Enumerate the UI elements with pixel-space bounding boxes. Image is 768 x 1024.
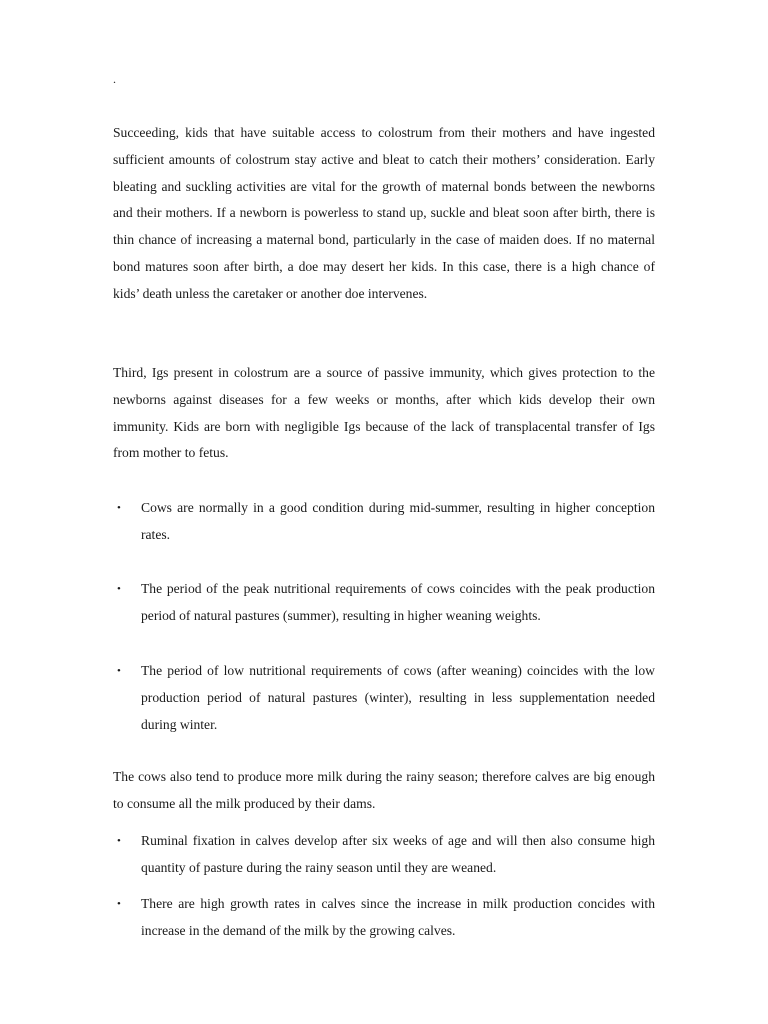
paragraph-rainy-season-milk: The cows also tend to produce more milk during the rainy season; therefore calves are big enough to consume all the milk produced by their dams. xyxy=(113,769,655,811)
list-item-text: The period of low nutritional requirements of cows (after weaning) coincides with the low production period of natural pastures (winter), resulting in less supplementation needed during winter. xyxy=(141,663,655,732)
list-item xyxy=(113,576,655,630)
list-item-text: Cows are normally in a good condition during mid-summer, resulting in higher conception rates. xyxy=(141,500,655,542)
list-item-text: There are high growth rates in calves since the increase in milk production concides with increase in the demand of the milk by the growing calves. xyxy=(141,896,655,938)
list-item xyxy=(113,828,655,882)
paragraph-colostrum-bonding: Succeeding, kids that have suitable access to colostrum from their mothers and have ingested sufficient amounts of colostrum stay active and bleat to catch their mothers’ consideration. Early bleating and suckling activities are vital for the growth of maternal bonds between the newborns and their mothers. If a newborn is powerless to stand up, suckle and bleat soon after birth, there is thin chance of increasing a maternal bond, particularly in the case of maiden does. If no maternal bond matures soon after birth, a doe may desert her kids. In this case, there is a high chance of kids’ death unless the caretaker or another doe intervenes. xyxy=(113,125,655,301)
paragraph-passive-immunity: Third, Igs present in colostrum are a source of passive immunity, which gives protection to the newborns against diseases for a few weeks or months, after which kids develop their own immunity. Kids are born with negligible Igs because of the lack of transplacental transfer of Igs from mother to fetus. xyxy=(113,365,655,461)
bullet-mark: • xyxy=(117,665,121,677)
bullet-mark: • xyxy=(117,898,121,910)
list-item-text: Ruminal fixation in calves develop after six weeks of age and will then also consume high quantity of pasture during the rainy season until they are weaned. xyxy=(141,833,655,875)
list-item xyxy=(113,495,655,549)
list-item xyxy=(113,658,655,738)
bullet-mark: • xyxy=(117,835,121,847)
leading-mark: . xyxy=(113,72,116,86)
list-item-text: The period of the peak nutritional requirements of cows coincides with the peak production period of natural pastures (summer), resulting in higher weaning weights. xyxy=(141,581,655,623)
bullet-mark: • xyxy=(117,583,121,595)
bullet-mark: • xyxy=(117,502,121,514)
list-item xyxy=(113,891,655,945)
